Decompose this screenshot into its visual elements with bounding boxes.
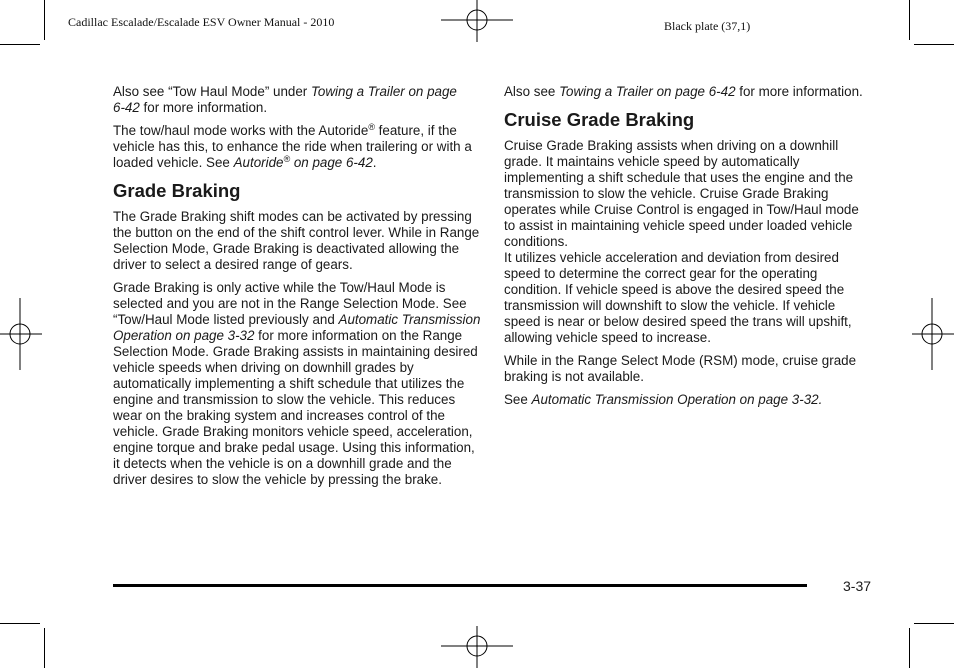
cruise-grade-braking-paragraph-1: Cruise Grade Braking assists when driving on a downhill grade. It maintains vehicle speed by automatically implementing a shift schedule that uses the engine and the transmission to slow the vehicle. Cruise Grade Braking operates while Cruise Control is engaged in Tow/Haul mode to assist in maintaining vehicle speed under loaded vehicle conditions. <box>504 138 859 249</box>
grade-braking-paragraph-1: The Grade Braking shift modes can be activated by pressing the button on the end of the shift control lever. While in Range Selection Mode, Grade Braking is deactivated allowing the driver to select a desired range of gears. <box>113 209 480 272</box>
crop-mark-bl-horizontal <box>0 623 40 624</box>
cruise-grade-braking-heading: Cruise Grade Braking <box>504 109 695 130</box>
crop-mark-tr-horizontal <box>914 44 954 45</box>
automatic-transmission-link-2[interactable]: Automatic Transmission Operation on page 3‑32. <box>531 392 823 407</box>
towing-see-also: Also see Towing a Trailer on page 6‑42 for more information. <box>504 84 863 99</box>
grade-braking-heading: Grade Braking <box>113 180 241 201</box>
crop-mark-bl-vertical <box>44 628 45 668</box>
registration-mark-right <box>912 298 954 370</box>
registration-mark-top <box>441 0 513 44</box>
crop-mark-br-horizontal <box>914 623 954 624</box>
towing-trailer-link-2[interactable]: Towing a Trailer on page 6‑42 <box>559 84 736 99</box>
autoride-link[interactable]: Autoride® on page 6‑42 <box>233 154 373 170</box>
autoride-paragraph: The tow/haul mode works with the Autoride® feature, if the vehicle has this, to enhance the ride when trailering or with a loaded vehicle. See Autoride® on page 6‑42. <box>113 122 472 170</box>
plate-label: Black plate (37,1) <box>664 19 751 33</box>
crop-mark-tl-horizontal <box>0 44 40 45</box>
page-number: 3-37 <box>843 578 872 594</box>
grade-braking-paragraph-2: Grade Braking is only active while the Tow/Haul Mode is selected and you are not in the Range Selection Mode. See “Tow/Haul Mode listed previously and Automatic Transmission Operation on page 3‑32 for more information on the Range Selection Mode. Grade Braking assists in maintaining desired vehicle speeds when driving on downhill grades by automatically implementing a shift schedule that utilizes the engine and transmission to slow the vehicle. This reduces wear on the braking system and increases control of the vehicle. Grade Braking monitors vehicle speed, acceleration, engine torque and brake pedal usage. Using this information, it detects when the vehicle is on a downhill grade and the driver desires to slow the vehicle by pressing the brake. <box>113 280 481 487</box>
cruise-grade-braking-paragraph-2: It utilizes vehicle acceleration and deviation from desired speed to determine the correct gear for the operating condition. If vehicle speed is above the desired speed the transmission will downshift to slow the vehicle. If vehicle speed is near or below desired speed the trans will upshift, allowing vehicle speed to increase. <box>504 250 852 345</box>
crop-mark-tl-vertical <box>44 0 45 40</box>
towing-trailer-link[interactable]: Towing a Trailer on page 6‑42 <box>113 84 457 115</box>
footer-rule <box>113 584 807 587</box>
tow-haul-see-also: Also see “Tow Haul Mode” under Towing a Trailer on page 6‑42 for more information. <box>113 84 457 115</box>
cruise-grade-braking-see-also: See Automatic Transmission Operation on page 3‑32. <box>504 392 823 407</box>
registration-mark-bottom <box>441 626 513 670</box>
right-column <box>504 84 864 415</box>
registration-mark-left <box>0 298 42 370</box>
crop-mark-br-vertical <box>909 628 910 668</box>
manual-title: Cadillac Escalade/Escalade ESV Owner Manual - 2010 <box>68 15 335 29</box>
crop-mark-tr-vertical <box>909 0 910 40</box>
cruise-grade-braking-paragraph-3: While in the Range Select Mode (RSM) mode, cruise grade braking is not available. <box>504 353 857 384</box>
automatic-transmission-link[interactable]: Automatic Transmission Operation on page 3‑32 <box>113 312 481 343</box>
left-column <box>113 84 481 495</box>
